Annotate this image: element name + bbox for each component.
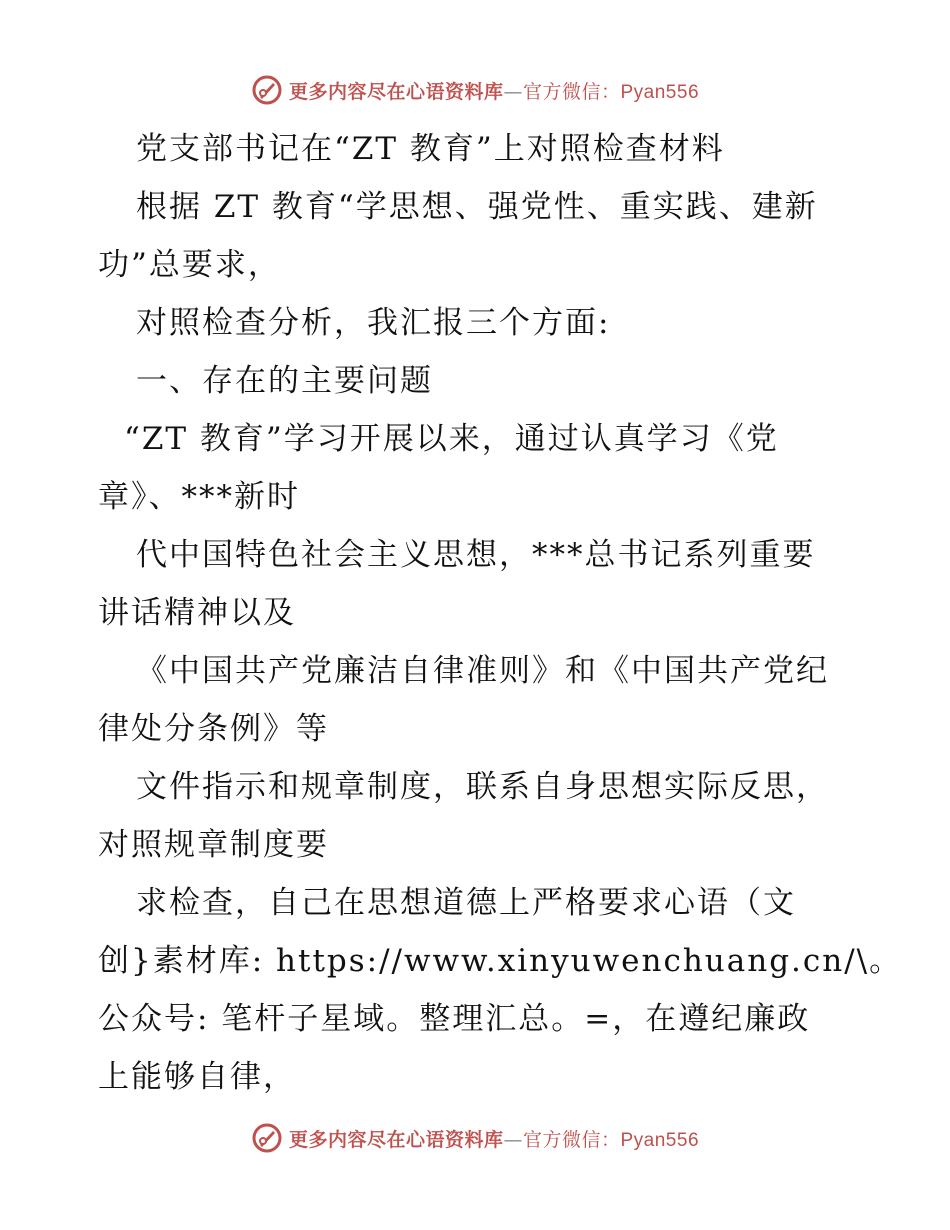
paragraph-line: “ZT 教育”学习开展以来，通过认真学习《党 — [124, 421, 779, 457]
paragraph-line: 对照检查分析，我汇报三个方面: — [136, 305, 611, 341]
header-banner — [0, 70, 950, 110]
footer-slogan: 更多内容尽在心语资料库 — [288, 1128, 504, 1151]
paragraph-line: 讲话精神以及 — [98, 595, 296, 631]
header-wechat-id: Pyan556 — [620, 81, 700, 103]
footer-wechat-id: Pyan556 — [620, 1129, 700, 1151]
paragraph-line: 《中国共产党廉洁自律准则》和《中国共产党纪 — [136, 653, 829, 689]
footer-separator: — — [503, 1128, 523, 1151]
document-body — [98, 120, 903, 1106]
paragraph-line: 求检查，自己在思想道德上严格要求心语（文 — [136, 885, 796, 921]
footer-banner-text — [289, 1125, 699, 1152]
paragraph-line: 代中国特色社会主义思想，***总书记系列重要 — [136, 537, 816, 573]
paragraph-line: 文件指示和规章制度，联系自身思想实际反思， — [136, 769, 829, 805]
quill-seal-icon — [251, 1122, 283, 1154]
paragraph-line: 对照规章制度要 — [98, 827, 329, 863]
paragraph-line: 上能够自律， — [98, 1059, 296, 1095]
header-separator: — — [503, 80, 523, 103]
paragraph-line: 功”总要求， — [98, 247, 281, 283]
paragraph-line: 公众号: 笔杆子星域。整理汇总。=，在遵纪廉政 — [98, 1001, 811, 1037]
quill-seal-icon — [251, 74, 283, 106]
footer-wechat-label: 官方微信： — [522, 1128, 621, 1151]
header-wechat-label: 官方微信： — [522, 80, 621, 103]
header-slogan: 更多内容尽在心语资料库 — [288, 80, 504, 103]
paragraph-line: 章》、***新时 — [98, 479, 300, 515]
section-heading: 一、存在的主要问题 — [136, 363, 433, 399]
paragraph-line: 根据 ZT 教育“学思想、强党性、重实践、建新 — [136, 189, 818, 225]
document-title: 党支部书记在“ZT 教育”上对照检查材料 — [136, 131, 725, 167]
paragraph-line: 创}素材库: https://www.xinyuwenchuang.cn/\。 — [98, 943, 903, 979]
header-banner-text — [289, 77, 699, 104]
footer-banner — [0, 1118, 950, 1158]
paragraph-line: 律处分条例》等 — [98, 711, 329, 747]
